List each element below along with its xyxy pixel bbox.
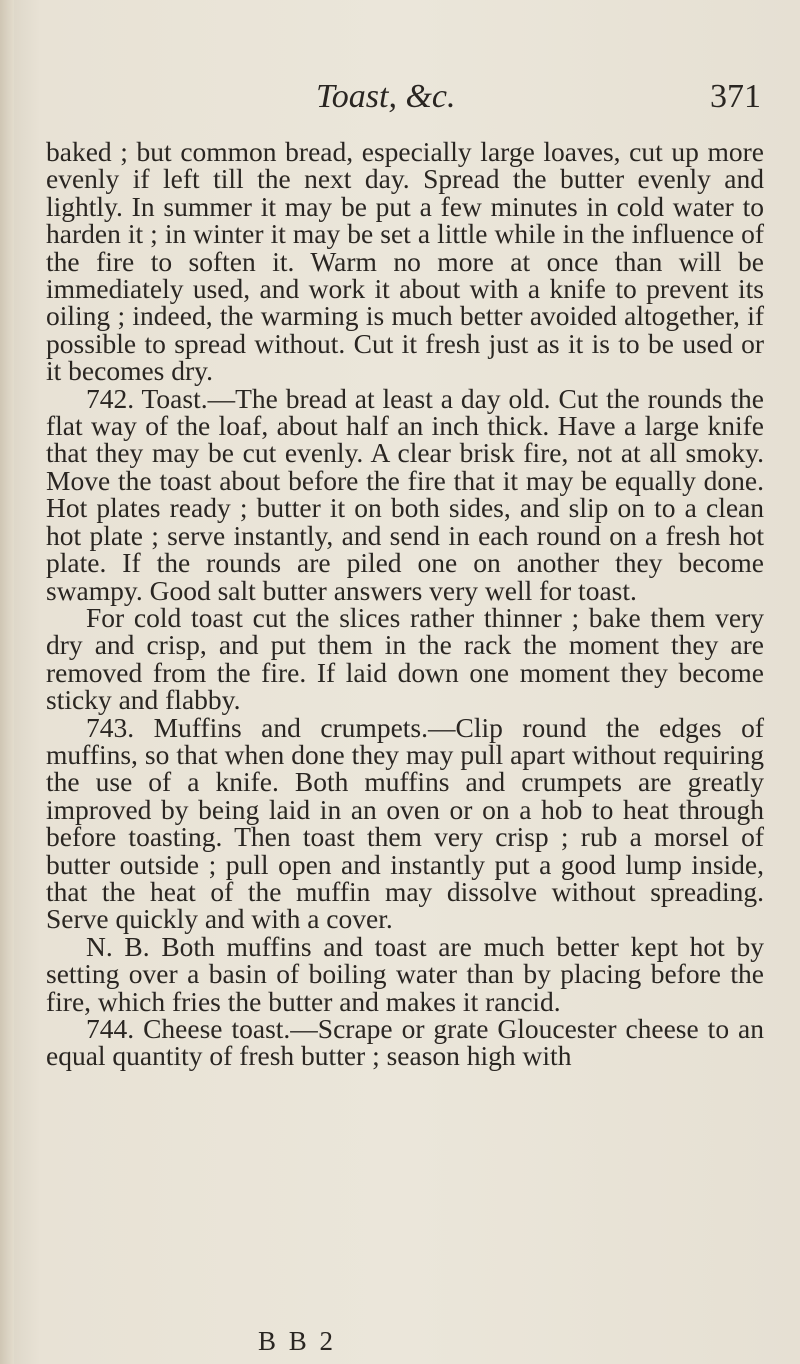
page-header bbox=[0, 78, 800, 118]
page-body bbox=[46, 138, 764, 1070]
paragraph-recipe-744-cheese-toast: 744. Cheese toast.—Scrape or grate Gloucester cheese to an equal quantity of fresh butter ; season high with bbox=[46, 1013, 764, 1072]
paragraph-continued: baked ; but common bread, especially large loaves, cut up more evenly if left till the next day. Spread the butter evenly and lightly. In summer it may be put a few minutes in cold water to harden it ; in winter it may be set a little while in the influence of the fire to soften it. Warm no more at once than will be immediately used, and work it about with a knife to prevent its oiling ; indeed, the warming is much better avoided altogether, if possible to spread without. Cut it fresh just as it is to be used or it becomes dry. bbox=[46, 136, 764, 387]
page-gutter-shadow bbox=[0, 0, 14, 1364]
paragraph-cold-toast: For cold toast cut the slices rather thinner ; bake them very dry and crisp, and put them in the rack the moment they are removed from the fire. If laid down one moment they become sticky and flabby. bbox=[46, 601, 764, 716]
paragraph-nota-bene: N. B. Both muffins and toast are much better kept hot by setting over a basin of boiling water than by placing before the fire, which fries the butter and makes it rancid. bbox=[46, 930, 764, 1017]
page-number: 371 bbox=[710, 78, 761, 115]
paragraph-recipe-742-toast: 742. Toast.—The bread at least a day old. Cut the rounds the flat way of the loaf, about half an inch thick. Have a large knife that they may be cut evenly. A clear brisk fire, not at all smoky. Move the toast about before the fire that it may be equally done. Hot plates ready ; butter it on both sides, and slip on to a clean hot plate ; serve instantly, and send in each round on a fresh hot plate. If the rounds are piled one on another they become swampy. Good salt butter answers very well for toast. bbox=[46, 382, 764, 606]
running-head: Toast, &c. bbox=[316, 78, 456, 115]
signature-mark: B B 2 bbox=[258, 1326, 337, 1356]
paragraph-recipe-743-muffins: 743. Muffins and crumpets.—Clip round the edges of muffins, so that when done they may pull apart without requiring the use of a knife. Both muffins and crumpets are greatly improved by being laid in an oven or on a hob to heat through before toasting. Then toast them very crisp ; rub a morsel of butter outside ; pull open and instantly put a good lump inside, that the heat of the muffin may dissolve without spreading. Serve quickly and with a cover. bbox=[46, 711, 764, 935]
